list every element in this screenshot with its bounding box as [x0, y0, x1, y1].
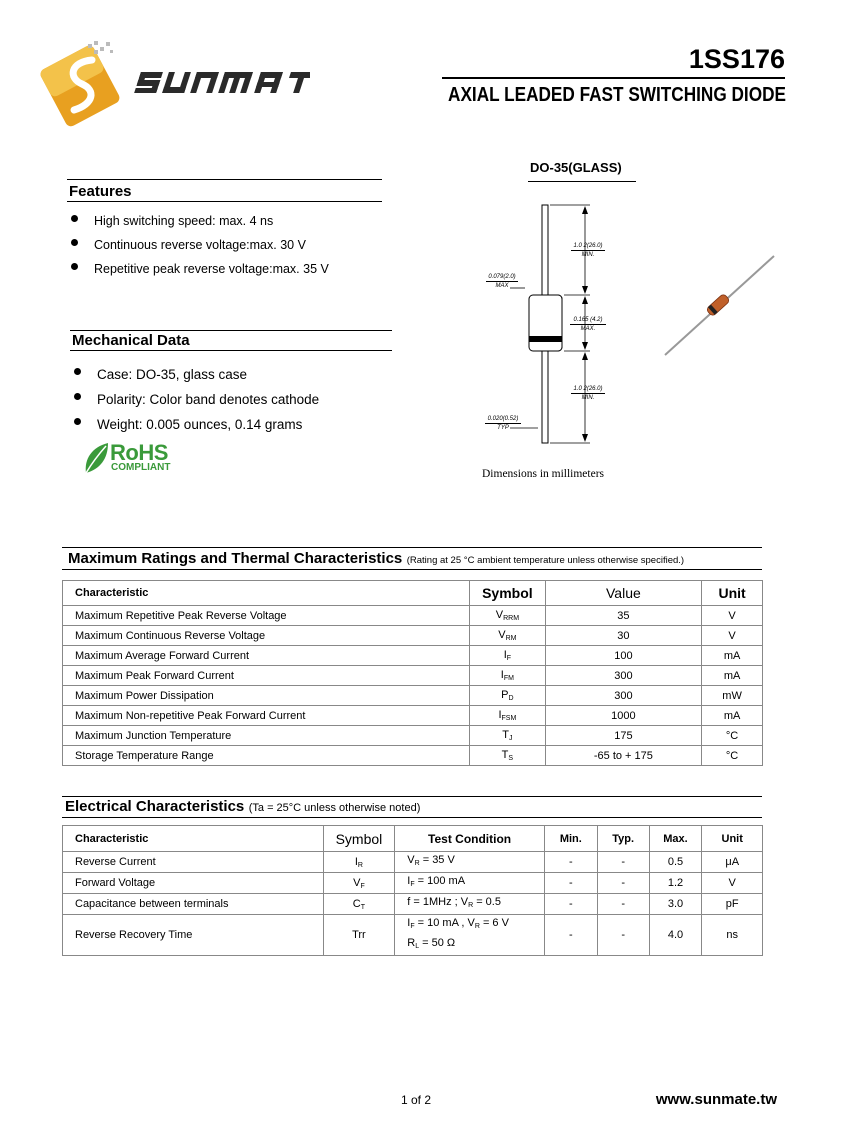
cell-typ: -	[597, 894, 649, 915]
website-url[interactable]: www.sunmate.tw	[655, 1091, 777, 1108]
cell-characteristic: Maximum Average Forward Current	[63, 646, 470, 666]
ratings-heading: Maximum Ratings and Thermal Characteristics	[68, 550, 403, 567]
cell-unit: ns	[702, 915, 763, 956]
symbol-text: I	[498, 709, 502, 721]
cell-symbol	[470, 746, 546, 766]
condition-line	[407, 852, 532, 872]
cell-symbol	[323, 852, 395, 873]
condition-symbol: I	[407, 917, 411, 929]
electrical-bottom-rule	[62, 817, 762, 818]
cell-max: 3.0	[649, 894, 702, 915]
table-row	[63, 852, 763, 873]
cell-value: 35	[545, 606, 701, 626]
rohs-badge	[82, 441, 192, 477]
symbol-text: C	[352, 897, 361, 910]
cell-symbol	[470, 726, 546, 746]
symbol-text: I	[500, 669, 504, 681]
cell-min: -	[544, 873, 597, 894]
condition-symbol: V	[407, 854, 415, 866]
cell-unit: °C	[702, 746, 763, 766]
col-characteristic: Characteristic	[63, 826, 324, 852]
page-number: 1 of 2	[401, 1093, 432, 1107]
table-row	[63, 606, 763, 626]
cell-max: 0.5	[649, 852, 702, 873]
condition-text: = 50 Ω	[419, 937, 456, 949]
features-list	[69, 209, 329, 281]
symbol-subscript: RRM	[503, 615, 520, 622]
cell-value: 30	[545, 626, 701, 646]
cell-characteristic: Storage Temperature Range	[63, 746, 470, 766]
cell-value: 1000	[545, 706, 701, 726]
col-symbol: Symbol	[470, 581, 546, 606]
dim-lead-length-top: 1.0 2(26.0) MIN.	[571, 242, 605, 259]
condition-symbol: f = 1MHz ; V	[407, 896, 469, 908]
cell-min: -	[544, 915, 597, 956]
cell-symbol	[323, 873, 395, 894]
header-rule	[442, 77, 785, 79]
col-test-condition: Test Condition	[395, 826, 545, 852]
condition-symbol: I	[407, 875, 411, 887]
symbol-text: T	[502, 729, 509, 741]
cell-test-condition	[395, 894, 545, 915]
electrical-note: (Ta = 25°C unless otherwise noted)	[248, 802, 421, 814]
cell-characteristic: Reverse Recovery Time	[63, 915, 324, 956]
symbol-subscript: F	[506, 655, 512, 662]
feature-item: High switching speed: max. 4 ns	[69, 209, 329, 233]
cell-symbol	[323, 915, 395, 956]
cell-unit: V	[702, 606, 763, 626]
table-row	[63, 626, 763, 646]
mechanical-list	[72, 362, 319, 437]
dim-lead-diameter: 0.020(0.52) TYP	[485, 415, 521, 432]
cell-min: -	[544, 894, 597, 915]
cell-symbol	[470, 686, 546, 706]
cell-unit: mA	[702, 646, 763, 666]
cell-unit: V	[702, 626, 763, 646]
symbol-text: V	[495, 609, 504, 621]
col-max: Max.	[649, 826, 702, 852]
mechanical-item: Weight: 0.005 ounces, 0.14 grams	[72, 412, 319, 437]
cell-unit: mA	[702, 666, 763, 686]
table-row	[63, 746, 763, 766]
mechanical-item: Polarity: Color band denotes cathode	[72, 387, 319, 412]
table-row	[63, 915, 763, 956]
cell-symbol	[470, 626, 546, 646]
dim-body-length: 0.165 (4.2) MAX.	[570, 316, 606, 333]
mechanical-top-rule	[70, 330, 392, 331]
col-unit: Unit	[702, 581, 763, 606]
cell-characteristic: Capacitance between terminals	[63, 894, 324, 915]
cell-unit: mW	[702, 686, 763, 706]
cell-value: 175	[545, 726, 701, 746]
symbol-subscript: R	[357, 861, 363, 869]
symbol-text: I	[503, 649, 507, 661]
condition-subscript: R	[468, 902, 474, 909]
cell-characteristic: Maximum Junction Temperature	[63, 726, 470, 746]
cell-unit: V	[702, 873, 763, 894]
dim-body-diameter: 0.079(2.0) MAX	[486, 273, 518, 290]
cell-characteristic: Maximum Repetitive Peak Reverse Voltage	[63, 606, 470, 626]
cell-typ: -	[597, 873, 649, 894]
cell-typ: -	[597, 915, 649, 956]
symbol-text: P	[501, 689, 509, 701]
ratings-note: (Rating at 25 °C ambient temperature unless otherwise specified.)	[406, 555, 685, 566]
symbol-subscript: FM	[503, 675, 514, 682]
condition-line	[407, 873, 532, 893]
table-row	[63, 726, 763, 746]
symbol-subscript: S	[508, 755, 514, 762]
sunmate-logo-mark	[40, 38, 310, 128]
diode-photo	[662, 253, 777, 358]
cell-value: 100	[545, 646, 701, 666]
ratings-bottom-rule	[62, 569, 762, 570]
cell-value: 300	[545, 686, 701, 706]
col-symbol: Symbol	[323, 826, 395, 852]
condition-symbol: R	[407, 937, 416, 949]
table-row	[63, 646, 763, 666]
cell-test-condition	[395, 852, 545, 873]
condition-subscript: R	[474, 923, 480, 930]
electrical-table	[62, 825, 763, 956]
document-title: AXIAL LEADED FAST SWITCHING DIODE	[448, 84, 786, 106]
cell-unit: pF	[702, 894, 763, 915]
package-title: DO-35(GLASS)	[530, 160, 622, 175]
mechanical-bottom-rule	[70, 350, 392, 351]
brand-logo	[40, 38, 310, 128]
dim-lead-length-bottom: 1.0 2(26.0) MIN.	[571, 385, 605, 402]
col-typ: Typ.	[597, 826, 649, 852]
table-row	[63, 894, 763, 915]
feature-item: Repetitive peak reverse voltage:max. 35 V	[69, 257, 329, 281]
col-value: Value	[545, 581, 701, 606]
mechanical-heading: Mechanical Data	[72, 332, 190, 349]
feature-item: Continuous reverse voltage:max. 30 V	[69, 233, 329, 257]
condition-text: = 6 V	[479, 917, 509, 929]
condition-text: = 100 mA	[414, 875, 466, 887]
symbol-subscript: J	[509, 735, 513, 742]
electrical-heading: Electrical Characteristics	[65, 798, 245, 815]
leaf-icon	[82, 441, 110, 475]
condition-subscript: F	[410, 881, 415, 888]
symbol-subscript: FSM	[501, 715, 517, 722]
cell-characteristic: Reverse Current	[63, 852, 324, 873]
cell-symbol	[470, 666, 546, 686]
cell-symbol	[470, 606, 546, 626]
cell-value: 300	[545, 666, 701, 686]
cell-test-condition	[395, 915, 545, 956]
condition-line	[407, 894, 532, 914]
cell-max: 4.0	[649, 915, 702, 956]
table-row	[63, 686, 763, 706]
features-bottom-rule	[67, 201, 382, 202]
cell-characteristic: Maximum Non-repetitive Peak Forward Current	[63, 706, 470, 726]
rohs-title: RoHS	[110, 440, 168, 465]
electrical-heading-line	[65, 798, 420, 816]
package-title-rule	[528, 181, 636, 182]
rohs-subtitle: COMPLIANT	[111, 462, 171, 473]
symbol-subscript: D	[508, 695, 514, 702]
col-characteristic: Characteristic	[63, 581, 470, 606]
cell-test-condition	[395, 873, 545, 894]
symbol-text: V	[498, 629, 506, 641]
cell-characteristic: Maximum Power Dissipation	[63, 686, 470, 706]
symbol-text: Trr	[352, 928, 366, 941]
dimensions-note: Dimensions in millimeters	[482, 468, 605, 480]
mechanical-item: Case: DO-35, glass case	[72, 362, 319, 387]
condition-text: = 0.5	[473, 896, 501, 908]
col-min: Min.	[544, 826, 597, 852]
condition-subscript: L	[415, 943, 420, 950]
electrical-top-rule	[62, 796, 762, 797]
cell-symbol	[470, 706, 546, 726]
cell-characteristic: Forward Voltage	[63, 873, 324, 894]
max-ratings-table	[62, 580, 763, 766]
ratings-top-rule	[62, 547, 762, 548]
ratings-heading-line	[68, 550, 684, 568]
condition-text: = 35 V	[419, 854, 455, 866]
condition-line	[407, 935, 532, 955]
symbol-subscript: F	[360, 882, 365, 890]
symbol-text: V	[353, 876, 361, 889]
symbol-text: T	[501, 749, 509, 761]
condition-text: = 10 mA , V	[414, 917, 475, 929]
cell-characteristic: Maximum Peak Forward Current	[63, 666, 470, 686]
cell-typ: -	[597, 852, 649, 873]
cell-symbol	[470, 646, 546, 666]
cell-characteristic: Maximum Continuous Reverse Voltage	[63, 626, 470, 646]
features-heading: Features	[69, 183, 132, 200]
condition-subscript: F	[410, 923, 415, 930]
cell-unit: °C	[702, 726, 763, 746]
symbol-subscript: T	[360, 903, 366, 911]
symbol-text: I	[354, 855, 358, 868]
part-number: 1SS176	[688, 44, 785, 74]
table-row	[63, 666, 763, 686]
cell-unit: μA	[702, 852, 763, 873]
table-row	[63, 706, 763, 726]
cell-value: -65 to + 175	[545, 746, 701, 766]
cell-min: -	[544, 852, 597, 873]
features-top-rule	[67, 179, 382, 180]
condition-line	[407, 915, 532, 935]
col-unit: Unit	[702, 826, 763, 852]
condition-subscript: R	[414, 860, 420, 867]
cell-max: 1.2	[649, 873, 702, 894]
cell-symbol	[323, 894, 395, 915]
cell-unit: mA	[702, 706, 763, 726]
symbol-subscript: RM	[505, 635, 517, 642]
table-row	[63, 873, 763, 894]
